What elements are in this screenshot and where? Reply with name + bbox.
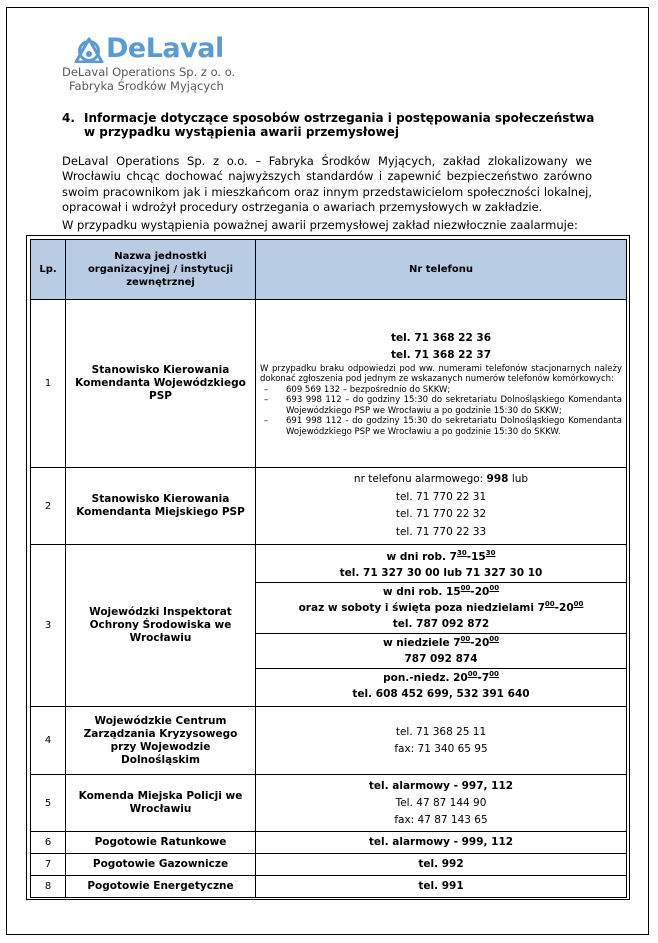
- table-row: [31, 707, 627, 775]
- tel-line: 787 092 874: [404, 653, 478, 665]
- row-tel: tel. alarmowy - 999, 112: [256, 832, 627, 854]
- table-row: [31, 775, 627, 832]
- company-line-1: DeLaval Operations Sp. z o. o.: [62, 65, 236, 79]
- row-name: Komenda Miejska Policji we Wrocławiu: [66, 775, 256, 832]
- hours-min: 00: [489, 584, 500, 592]
- row-lp: 5: [31, 775, 66, 832]
- row-name: Wojewódzki Inspektorat Ochrony Środowiska we Wrocławiu: [66, 545, 256, 707]
- hours-min: 00: [489, 635, 500, 643]
- intro-alert-sentence: W przypadku wystąpienia poważnej awarii przemysłowej zakład niezwłocznie zaalarmuje:: [62, 218, 578, 232]
- row-tel: [256, 545, 627, 707]
- row-name: Stanowisko Kierowania Komendanta Wojewódzkiego PSP: [66, 300, 256, 468]
- hours-label: w dni rob. 15: [382, 586, 461, 598]
- schedule-weekday-day: [256, 548, 626, 583]
- alarm-number: 998: [486, 473, 509, 485]
- hours-min: 00: [544, 600, 555, 608]
- row-name: Wojewódzkie Centrum Zarządzania Kryzysowego przy Wojewodzie Dolnośląskim: [66, 707, 256, 775]
- hours-to: -20: [470, 586, 490, 598]
- hours-to: -15: [466, 551, 486, 563]
- hours-min: 00: [489, 670, 499, 678]
- section-heading: [62, 111, 622, 139]
- table-row: [31, 545, 627, 707]
- note-text: W przypadku braku odpowiedzi pod ww. numerami telefonów stacjonarnych należy dokonać zgłoszenia pod jednym ze wskazanych numerów telefonów komórkowych:: [260, 364, 622, 385]
- delaval-logo-icon: [74, 35, 104, 63]
- list-item: – 693 998 112 – do godziny 15:30 do sekretariatu Dolnośląskiego Komendanta Wojewódzkiego PSP we Wrocławiu a po godzinie 15:30 do SKKW;: [260, 395, 622, 416]
- schedule-sunday: [256, 634, 626, 669]
- row-name: Pogotowie Ratunkowe: [66, 832, 256, 854]
- hours-label: w niedziele 7: [382, 637, 461, 649]
- row-lp: 8: [31, 876, 66, 898]
- list-item: – 609 569 132 – bezpośrednio do SKKW;: [260, 385, 622, 395]
- row-tel: tel. 992: [256, 854, 627, 876]
- fax-line: fax: 71 340 65 95: [394, 742, 488, 755]
- tel-line: tel. 608 452 699, 532 391 640: [352, 688, 530, 700]
- row-tel: [256, 468, 627, 545]
- company-name: [62, 65, 235, 93]
- hours-min: 00: [460, 584, 471, 592]
- table-row: [31, 854, 627, 876]
- schedule-weekday-evening: [256, 583, 626, 634]
- row-tel: [256, 707, 627, 775]
- company-logo: [74, 34, 224, 64]
- section-number: 4.: [62, 111, 75, 125]
- hours-min: 00: [573, 600, 584, 608]
- alarm-line: tel. alarmowy - 997, 112: [368, 779, 514, 792]
- tel-line: tel. 71 368 22 37: [390, 349, 492, 362]
- hours-label: pon.-niedz. 20: [383, 672, 468, 684]
- mobile-list: [260, 385, 622, 437]
- hours-min: 00: [460, 635, 471, 643]
- tel-line: tel. 71 770 22 32: [395, 508, 487, 520]
- alarm-line: [256, 471, 626, 489]
- header-name: Nazwa jednostki organizacyjnej / instytucji zewnętrznej: [66, 240, 256, 300]
- tel-line: tel. 71 770 22 33: [395, 525, 487, 538]
- hours-to: -20: [554, 602, 574, 614]
- row-lp: 1: [31, 300, 66, 468]
- row-lp: 2: [31, 468, 66, 545]
- row-lp: 4: [31, 707, 66, 775]
- tel-line: tel. 71 770 22 31: [395, 490, 487, 503]
- logo-text: DeLaval: [106, 33, 224, 64]
- tel-line: tel. 787 092 872: [392, 618, 490, 630]
- list-item: – 691 998 112 - do godziny 15:30 do sekretariatu Dolnośląskiego Komendanta Wojewódzkiego PSP we Wrocławiu a po godzinie 15:30 do SKKW.: [260, 416, 622, 437]
- tel-line: tel. 71 368 22 36: [390, 332, 492, 345]
- row-tel: [256, 775, 627, 832]
- row-name: Pogotowie Gazownicze: [66, 854, 256, 876]
- table-row: [31, 468, 627, 545]
- row-tel: tel. 991: [256, 876, 627, 898]
- alarm-prefix: nr telefonu alarmowego:: [353, 473, 484, 485]
- row-tel: [256, 300, 627, 468]
- contacts-table-frame: [26, 235, 630, 900]
- header-tel: Nr telefonu: [256, 240, 627, 300]
- tel-line: Tel. 47 87 144 90: [395, 796, 487, 809]
- tel-line: tel. 71 368 25 11: [395, 725, 487, 738]
- table-row: [31, 876, 627, 898]
- hours-to: -20: [470, 637, 490, 649]
- alarm-suffix: lub: [511, 473, 529, 485]
- section-title-line-1: Informacje dotyczące sposobów ostrzegania i postępowania społeczeństwa: [84, 111, 595, 125]
- header-lp: Lp.: [31, 240, 66, 300]
- hours-min: 00: [467, 670, 478, 678]
- row-name: Pogotowie Energetyczne: [66, 876, 256, 898]
- tel-line: tel. 71 327 30 00 lub 71 327 30 10: [339, 567, 543, 579]
- intro-paragraph: DeLaval Operations Sp. z o.o. – Fabryka Środków Myjących, zakład zlokalizowany we Wrocławiu chcąc dochować najwyższych standardów i zapewnić bezpieczeństwo zarówno swoim pracownikom jak i mieszkańcom oraz innym przedstawicielom społeczności lokalnej, opracował i wdrożył procedury ostrzegania o awariach przemysłowych w zakładzie.: [62, 154, 592, 214]
- row-lp: 3: [31, 545, 66, 707]
- hours-label: oraz w soboty i święta poza niedzielami 7: [298, 602, 545, 614]
- hours-to: -7: [477, 672, 490, 684]
- mobile-note: [256, 364, 626, 437]
- section-title-line-2: w przypadku wystąpienia awarii przemysłowej: [84, 125, 399, 139]
- contacts-table: [30, 239, 627, 898]
- hours-min: 30: [485, 549, 496, 557]
- table-row: [31, 300, 627, 468]
- fax-line: fax: 47 87 143 65: [394, 813, 488, 826]
- row-name: Stanowisko Kierowania Komendanta Miejskiego PSP: [66, 468, 256, 545]
- hours-min: 30: [456, 549, 467, 557]
- company-line-2: Fabryka Środków Myjących: [69, 79, 224, 93]
- table-row: [31, 832, 627, 854]
- hours-label: w dni rob. 7: [386, 551, 457, 563]
- row-lp: 7: [31, 854, 66, 876]
- schedule-night: [256, 669, 626, 703]
- row-lp: 6: [31, 832, 66, 854]
- table-header-row: [31, 240, 627, 300]
